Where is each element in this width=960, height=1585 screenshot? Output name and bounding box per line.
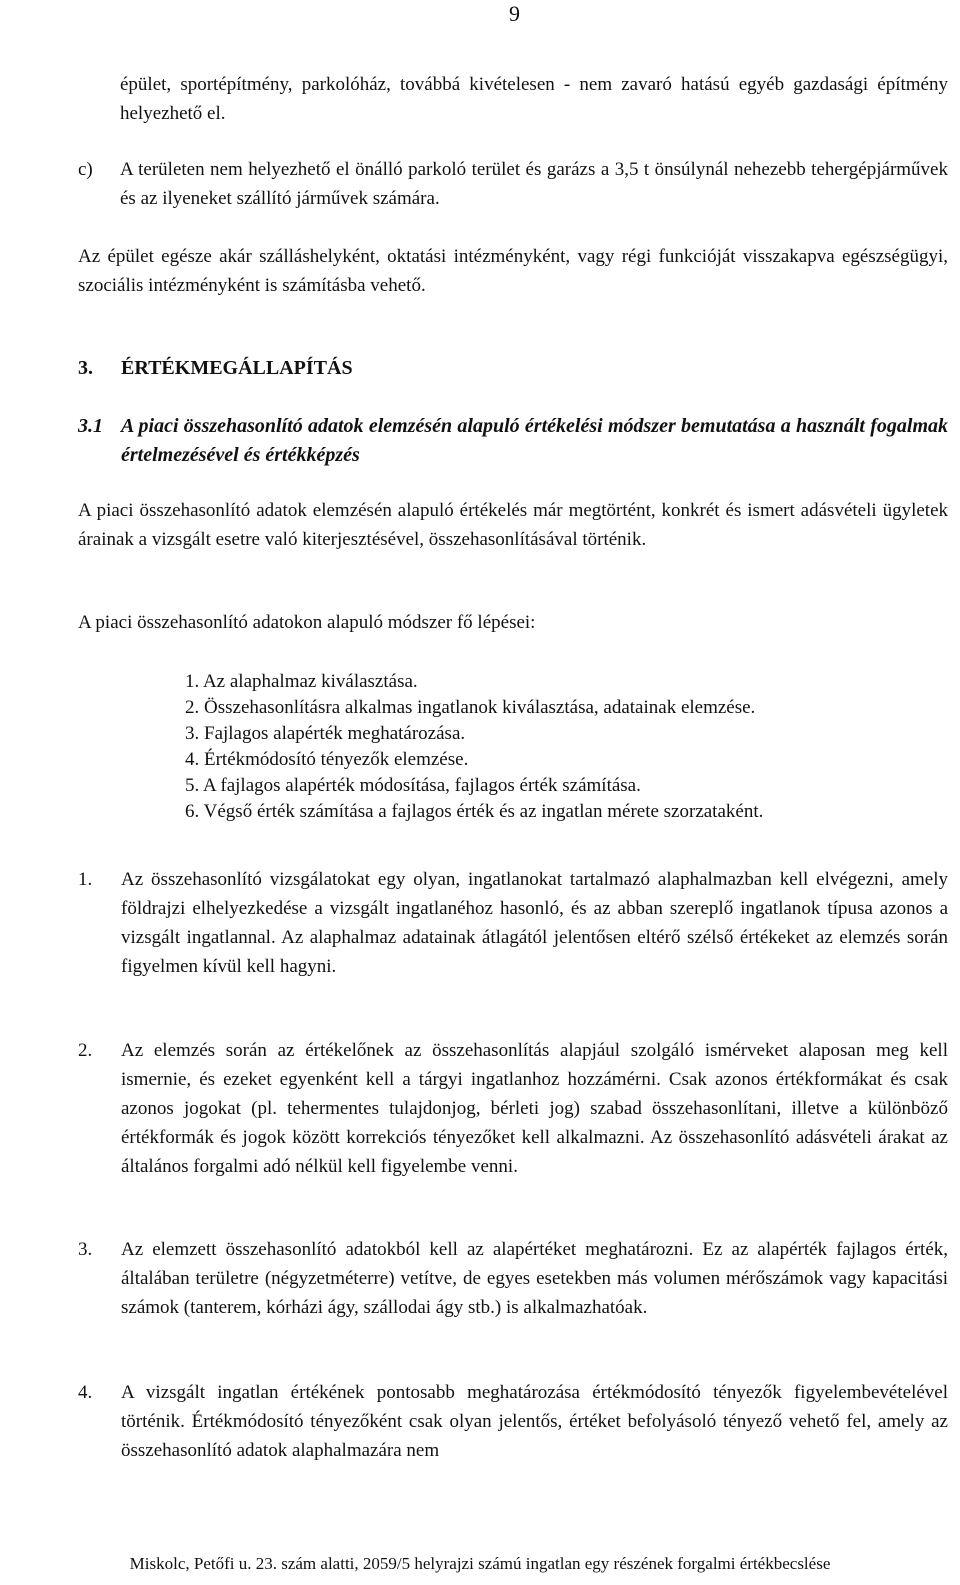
explanation-item — [78, 865, 948, 981]
list-item-letter: c) — [78, 159, 93, 180]
building-paragraph: Az épület egésze akár szálláshelyként, oktatási intézményként, vagy régi funkcióját visszakapva egészségügyi, szociális intézményként is számításba vehető. — [78, 246, 948, 296]
section-heading — [78, 353, 353, 383]
explanation-item — [78, 1378, 948, 1465]
explanation-number: 4. — [78, 1382, 93, 1403]
explanation-item — [78, 1036, 948, 1181]
section-title: ÉRTÉKMEGÁLLAPÍTÁS — [121, 357, 353, 379]
explanation-text: A vizsgált ingatlan értékének pontosabb meghatározása értékmódosító tényezők figyelembevételével történik. Értékmódosító tényezőként csak olyan jelentős, értéket befolyásoló tényező vehető fel, amely az összehasonlító adatok alaphalmazára nem — [121, 1382, 948, 1461]
list-item: 3. Fajlagos alapérték meghatározása. — [185, 723, 466, 744]
list-item: 4. Értékmódosító tényezők elemzése. — [185, 749, 469, 770]
list-item: 2. Összehasonlításra alkalmas ingatlanok kiválasztása, adatainak elemzése. — [185, 697, 756, 718]
list-item: 1. Az alaphalmaz kiválasztása. — [185, 671, 418, 692]
explanation-text: Az elemzett összehasonlító adatokból kell az alapértéket meghatározni. Ez az alapérték fajlagos érték, általában területre (négyzetméterre) vetítve, de egyes esetekben más volumen mérőszámok vagy kapacitási számok (tanterem, kórházi ágy, szállodai ágy stb.) is alkalmazhatóak. — [121, 1239, 948, 1318]
explanation-text: Az összehasonlító vizsgálatokat egy olyan, ingatlanokat tartalmazó alaphalmazban kell elvégezni, amely földrajzi elhelyezkedése a vizsgált ingatlanéhoz hasonló, és az abban szereplő ingatlanok típusa azonos a vizsgált ingatlannal. Az alaphalmaz adatainak átlagától jelentősen eltérő szélső értékeket az elemzés során figyelmen kívül kell hagyni. — [121, 869, 948, 977]
explanation-text: Az elemzés során az értékelőnek az összehasonlítás alapjául szolgáló ismérveket alaposan meg kell ismernie, és ezeket egyenként kell a tárgyi ingatlanhoz hozzámérni. Csak azonos értékformákat és csak azonos jogokat (pl. tehermentes tulajdonjog, bérleti jog) szabad összehasonlítani, illetve a különböző értékformák és jogok között korrekciós tényezőket kell alkalmazni. Az összehasonlító adásvételi árakat az általános forgalmi adó nélkül kell figyelembe venni. — [121, 1040, 948, 1177]
intro-continuation: épület, sportépítmény, parkolóház, továbbá kivételesen - nem zavaró hatású egyéb gazdasági építmény helyezhető el. — [120, 74, 948, 124]
list-item: 5. A fajlagos alapérték módosítása, fajlagos érték számítása. — [185, 775, 641, 796]
explanation-number: 2. — [78, 1040, 93, 1061]
list-item: 6. Végső érték számítása a fajlagos érték és az ingatlan mérete szorzataként. — [185, 801, 764, 822]
steps-list — [185, 669, 763, 825]
page-footer: Miskolc, Petőfi u. 23. szám alatti, 2059/5 helyrajzi számú ingatlan egy részének forgalmi értékbecslése — [129, 1554, 831, 1573]
subsection-number: 3.1 — [78, 415, 103, 437]
list-item-c — [78, 155, 948, 213]
explanation-item — [78, 1235, 948, 1322]
explanation-number: 1. — [78, 869, 93, 890]
steps-intro: A piaci összehasonlító adatokon alapuló módszer fő lépései: — [78, 612, 536, 633]
subsection-title: A piaci összehasonlító adatok elemzésén alapuló értékelési módszer bemutatása a használt fogalmak értelmezésével és értékképzés — [121, 415, 948, 466]
section-number: 3. — [78, 357, 93, 379]
explanation-number: 3. — [78, 1239, 93, 1260]
list-item-text: A területen nem helyezhető el önálló parkoló terület és garázs a 3,5 t önsúlynál nehezebb tehergépjárművek és az ilyeneket szállító járművek számára. — [120, 159, 948, 209]
subsection-heading — [78, 412, 948, 470]
method-paragraph: A piaci összehasonlító adatok elemzésén alapuló értékelés már megtörtént, konkrét és ismert adásvételi ügyletek árainak a vizsgált esetre való kiterjesztésével, összehasonlításával történik. — [78, 500, 948, 550]
page-number: 9 — [509, 1, 520, 26]
